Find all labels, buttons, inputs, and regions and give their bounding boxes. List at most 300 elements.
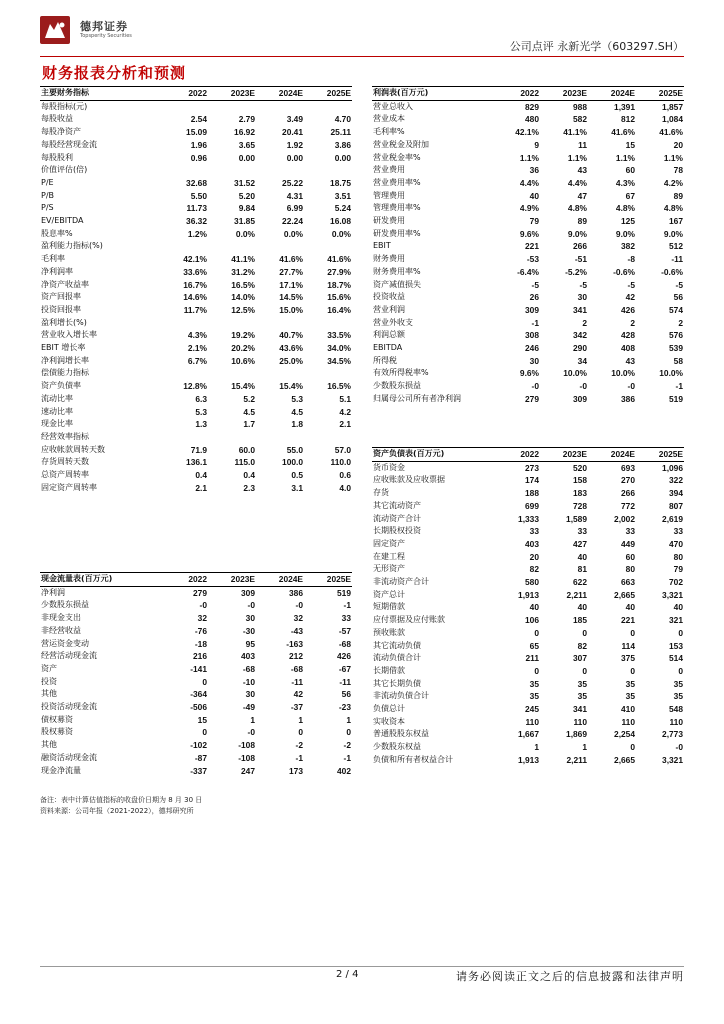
key-indicators-table [40,86,352,495]
value-cell: 341 [573,304,587,315]
value-cell: -11 [291,676,303,687]
value-cell: 0 [630,627,635,638]
value-cell: 10.0% [611,368,635,379]
value-cell: -364 [190,689,207,700]
value-cell: -0 [531,381,539,392]
value-cell: 30 [577,292,587,303]
row-label: 长期股权投资 [373,526,421,536]
value-cell: 15.09 [186,127,207,138]
table-row [40,126,352,139]
row-label: 毛利率 [41,254,65,264]
value-cell: 1.92 [286,139,303,150]
value-cell: 576 [669,330,683,341]
table-header-row [40,87,352,101]
row-label: 资产 [41,663,57,673]
table-row [372,164,684,177]
value-cell: 40.7% [279,330,303,341]
value-cell: 106 [525,615,539,626]
value-cell: 71.9 [190,444,207,455]
value-cell: 15 [197,714,207,725]
value-cell: 728 [573,500,587,511]
table-header-row [372,448,684,462]
row-label: EBIT [373,241,391,251]
value-cell: -108 [238,740,255,751]
year-header-cell: 2023E [540,87,588,101]
value-cell: 539 [669,343,683,354]
row-label: 投资回报率 [41,304,81,314]
table-row [372,513,684,526]
value-cell: 2.1 [195,482,207,493]
value-cell: 35 [577,678,587,689]
value-cell: 279 [525,393,539,404]
table-row [372,152,684,165]
value-cell: 11.73 [186,203,207,214]
row-label: 营业总收入 [373,101,413,111]
value-cell: -23 [338,702,351,713]
value-cell: 36 [529,165,539,176]
value-cell: 1,913 [518,589,539,600]
value-cell [256,240,304,253]
value-cell: 1.1% [615,152,635,163]
row-label: 股息率% [41,228,73,238]
value-cell: -87 [194,752,207,763]
value-cell: 9.0% [567,228,587,239]
row-label: 债权募资 [41,714,73,724]
value-cell: 2.54 [190,114,207,125]
value-cell: 2,773 [662,729,683,740]
value-cell: 1.7 [243,419,255,430]
value-cell: 4.8% [615,203,635,214]
value-cell: 81 [577,564,587,575]
row-label: 财务费用 [373,254,405,264]
year-header-cell: 2024E [256,573,304,587]
row-label: 每股净资产 [41,127,81,137]
row-label: 净利润率 [41,266,73,276]
row-label: 营业成本 [373,114,405,124]
table-row [372,551,684,564]
value-cell: 988 [573,101,587,112]
table-row [40,355,352,368]
value-cell: 32.68 [186,177,207,188]
value-cell: 43 [577,165,587,176]
table-row [40,638,352,651]
value-cell: 15.6% [327,292,351,303]
year-header-cell: 2022 [160,87,208,101]
row-label: 资产回报率 [41,292,81,302]
value-cell: -337 [190,765,207,776]
value-cell: -5 [675,279,683,290]
income-statement-table [372,86,684,406]
value-cell: 4.2 [339,406,351,417]
row-label: 资产负债率 [41,381,81,391]
table-title-cell: 主要财务指标 [40,87,160,101]
value-cell: 40 [625,602,635,613]
value-cell: 0.6 [339,470,351,481]
value-cell: 167 [669,216,683,227]
row-label: 存货周转天数 [41,457,89,467]
row-label: 其他 [41,740,57,750]
value-cell: 519 [669,393,683,404]
value-cell: -0 [247,600,255,611]
value-cell: 60 [625,551,635,562]
row-label: 利润总额 [373,330,405,340]
value-cell: 56 [673,292,683,303]
value-cell: 6.7% [187,355,207,366]
table-row [372,139,684,152]
value-cell: 9.6% [519,368,539,379]
year-header-cell: 2024E [588,448,636,462]
table-row [40,406,352,419]
table-row [372,355,684,368]
value-cell: 4.4% [519,177,539,188]
table-row [372,380,684,393]
row-label: 资产总计 [373,589,405,599]
value-cell: -1 [295,752,303,763]
value-cell: -0 [247,727,255,738]
value-cell: 0.00 [286,152,303,163]
row-label: 营运资金变动 [41,638,89,648]
value-cell: -1 [675,381,683,392]
value-cell: 36.32 [186,216,207,227]
value-cell: 4.31 [286,190,303,201]
value-cell: 375 [621,653,635,664]
value-cell: 5.2 [243,393,255,404]
value-cell [304,317,352,330]
row-label: 长期借款 [373,665,405,675]
value-cell: 42 [625,292,635,303]
value-cell: 43 [625,355,635,366]
table-row [372,100,684,113]
value-cell: 0.00 [238,152,255,163]
value-cell: -37 [290,702,303,713]
table-row [372,317,684,330]
row-label: P/E [41,177,54,187]
value-cell: 2.1 [339,419,351,430]
table-row [40,663,352,676]
value-cell: 27.9% [327,266,351,277]
value-cell: 33 [341,613,351,624]
value-cell: 15.4% [231,381,255,392]
table-row [372,678,684,691]
value-cell: 35 [529,678,539,689]
value-cell: 43.6% [279,343,303,354]
row-label: 净资产收益率 [41,279,89,289]
table-row [40,456,352,469]
value-cell: 702 [669,577,683,588]
year-header-cell: 2025E [636,448,684,462]
value-cell: 65 [529,640,539,651]
value-cell: 174 [525,475,539,486]
value-cell [304,164,352,177]
value-cell: 512 [669,241,683,252]
value-cell: 307 [573,653,587,664]
value-cell: 89 [673,190,683,201]
row-label: 偿债能力指标 [41,368,89,378]
value-cell: 410 [621,704,635,715]
page-number: 2 / 4 [336,969,359,980]
value-cell: 14.0% [231,292,255,303]
table-row [40,765,352,778]
value-cell: 183 [573,488,587,499]
value-cell [256,100,304,113]
value-cell: 41.6% [327,254,351,265]
table-row [40,726,352,739]
value-cell: 0.5 [291,470,303,481]
value-cell: 1 [582,742,587,753]
value-cell: -5 [531,279,539,290]
value-cell: 56 [341,689,351,700]
row-label: 盈利增长(%) [41,317,87,327]
row-label: 少数股东损益 [41,600,89,610]
value-cell: 3.49 [286,114,303,125]
row-label: 现金净流量 [41,765,81,775]
value-cell: 0 [678,665,683,676]
value-cell: 16.4% [327,304,351,315]
year-header-cell: 2023E [540,448,588,462]
row-label: 其它流动负债 [373,640,421,650]
value-cell: 41.6% [659,127,683,138]
value-cell: 2 [630,317,635,328]
table-row [372,474,684,487]
value-cell: 1,333 [518,513,539,524]
value-cell: 115.0 [234,457,255,468]
value-cell: 402 [337,765,351,776]
value-cell: 2 [678,317,683,328]
table-row [40,329,352,342]
value-cell: 16.7% [183,279,207,290]
value-cell: 33 [577,526,587,537]
table-notes [40,795,202,817]
value-cell: 0 [298,727,303,738]
table-row [372,279,684,292]
value-cell: 82 [529,564,539,575]
value-cell: 1.3 [195,419,207,430]
value-cell: 386 [621,393,635,404]
value-cell: 1.1% [663,152,683,163]
value-cell: 26 [529,292,539,303]
value-cell: 79 [673,564,683,575]
value-cell: 4.3% [187,330,207,341]
row-label: 流动负债合计 [373,653,421,663]
value-cell: 6.3 [195,393,207,404]
value-cell: 34.5% [327,355,351,366]
row-label: 投资收益 [373,292,405,302]
value-cell: 693 [621,462,635,473]
table-row [40,253,352,266]
value-cell: 0 [346,727,351,738]
report-header-info: 公司点评 永新光学（603297.SH） [509,40,684,53]
value-cell: 309 [573,393,587,404]
row-label: 负债总计 [373,704,405,714]
table-row [372,690,684,703]
row-label: 货币资金 [373,462,405,472]
row-label: P/B [41,190,55,200]
row-label: 经营效率指标 [41,431,89,441]
value-cell: 41.6% [611,127,635,138]
row-label: 固定资产 [373,538,405,548]
row-label: 营业收入增长率 [41,330,97,340]
value-cell: 11 [578,139,587,150]
value-cell: 247 [241,765,255,776]
value-cell: 82 [577,640,587,651]
value-cell: 245 [525,704,539,715]
value-cell: 0 [630,665,635,676]
table-header-row [372,87,684,101]
value-cell: 78 [673,165,683,176]
row-label: 资产减值损失 [373,279,421,289]
row-label: 存货 [373,488,389,498]
row-label: 毛利率% [373,127,405,137]
value-cell: -506 [190,702,207,713]
value-cell: 16.92 [234,127,255,138]
table-row [372,716,684,729]
value-cell: 246 [525,343,539,354]
table-header-row [40,573,352,587]
value-cell: 3.1 [291,482,303,493]
cash-flow-table [40,572,352,777]
value-cell: 408 [621,343,635,354]
row-label: 短期借款 [373,602,405,612]
value-cell [208,164,256,177]
value-cell: 5.3 [291,393,303,404]
value-cell [160,100,208,113]
value-cell: 309 [241,587,255,598]
row-label: 价值评估(倍) [41,165,88,175]
value-cell: 1.2% [187,228,207,239]
value-cell: 216 [193,651,207,662]
value-cell: -5.2% [565,266,587,277]
value-cell: -68 [290,663,303,674]
table-row [40,612,352,625]
value-cell: 1.1% [567,152,587,163]
value-cell: 9.0% [615,228,635,239]
value-cell: -1 [343,600,351,611]
value-cell: 27.7% [279,266,303,277]
value-cell: 32 [293,613,303,624]
value-cell: 9.6% [519,228,539,239]
logo-text-cn: 德邦证券 [80,20,128,33]
year-header-cell: 2024E [588,87,636,101]
value-cell: 1,096 [662,462,683,473]
value-cell: -18 [194,638,207,649]
value-cell: 266 [621,488,635,499]
table-row [372,177,684,190]
row-label: 流动资产合计 [373,513,421,523]
balance-sheet-table [372,447,684,767]
value-cell: 3,321 [662,589,683,600]
value-cell: 480 [525,114,539,125]
value-cell: 2.3 [243,482,255,493]
value-cell: 5.24 [334,203,351,214]
value-cell: 403 [241,651,255,662]
value-cell: 0.0% [283,228,303,239]
value-cell: 42 [293,689,303,700]
table-row [372,601,684,614]
row-label: 非流动负债合计 [373,691,429,701]
year-header-cell: 2025E [304,573,352,587]
value-cell: 308 [525,330,539,341]
value-cell: 110 [621,716,635,727]
value-cell: 2.1% [187,343,207,354]
value-cell: 33.5% [327,330,351,341]
value-cell: 1 [534,742,539,753]
disclaimer-text: 请务必阅读正文之后的信息披露和法律声明 [456,970,684,983]
value-cell: -53 [526,254,539,265]
value-cell: 10.6% [231,355,255,366]
table-row [372,393,684,406]
table-row [40,688,352,701]
table-row [372,728,684,741]
table-row [372,190,684,203]
value-cell: 290 [573,343,587,354]
row-label: 营业税金及附加 [373,139,429,149]
note-source: 资料来源：公司年报（2021-2022），德邦研究所 [40,807,194,815]
value-cell: 18.75 [330,177,351,188]
value-cell: 273 [525,462,539,473]
table-row [40,469,352,482]
value-cell: -0 [579,381,587,392]
value-cell: 16.5% [327,381,351,392]
value-cell: 79 [529,216,539,227]
value-cell: -102 [190,740,207,751]
table-row [40,599,352,612]
table-row [372,329,684,342]
value-cell: 18.7% [327,279,351,290]
value-cell: -67 [338,663,351,674]
value-cell: 20.2% [231,343,255,354]
value-cell: 35 [673,678,683,689]
value-cell: 0.4 [243,470,255,481]
value-cell: -6.4% [517,266,539,277]
row-label: EV/EBITDA [41,216,84,226]
value-cell: 30 [529,355,539,366]
row-label: 净利润 [41,587,65,597]
value-cell: 4.2% [663,177,683,188]
value-cell: 1,667 [518,729,539,740]
value-cell: 31.85 [234,216,255,227]
table-row [40,113,352,126]
table-row [40,279,352,292]
value-cell [256,164,304,177]
value-cell: 2,254 [614,729,635,740]
year-header-cell: 2024E [256,87,304,101]
value-cell: -30 [242,625,255,636]
value-cell: 40 [529,190,539,201]
table-row [40,625,352,638]
value-cell [304,431,352,444]
value-cell: 9.0% [663,228,683,239]
value-cell: -51 [574,254,587,265]
value-cell: 30 [245,689,255,700]
table-row [372,461,684,474]
value-cell: 266 [573,241,587,252]
table-row [40,752,352,765]
value-cell: 0 [582,627,587,638]
table-row [372,215,684,228]
value-cell [304,100,352,113]
value-cell [208,431,256,444]
value-cell: 322 [669,475,683,486]
value-cell: 31.2% [231,266,255,277]
row-label: 管理费用 [373,190,405,200]
value-cell: -68 [338,638,351,649]
table-row [40,240,352,253]
value-cell: 110 [669,716,683,727]
value-cell [160,240,208,253]
note-valuation-date: 备注：表中计算估值指标的收盘价日期为 8 月 30 日 [40,796,203,804]
value-cell: 80 [625,564,635,575]
row-label: 有效所得税率% [373,368,429,378]
